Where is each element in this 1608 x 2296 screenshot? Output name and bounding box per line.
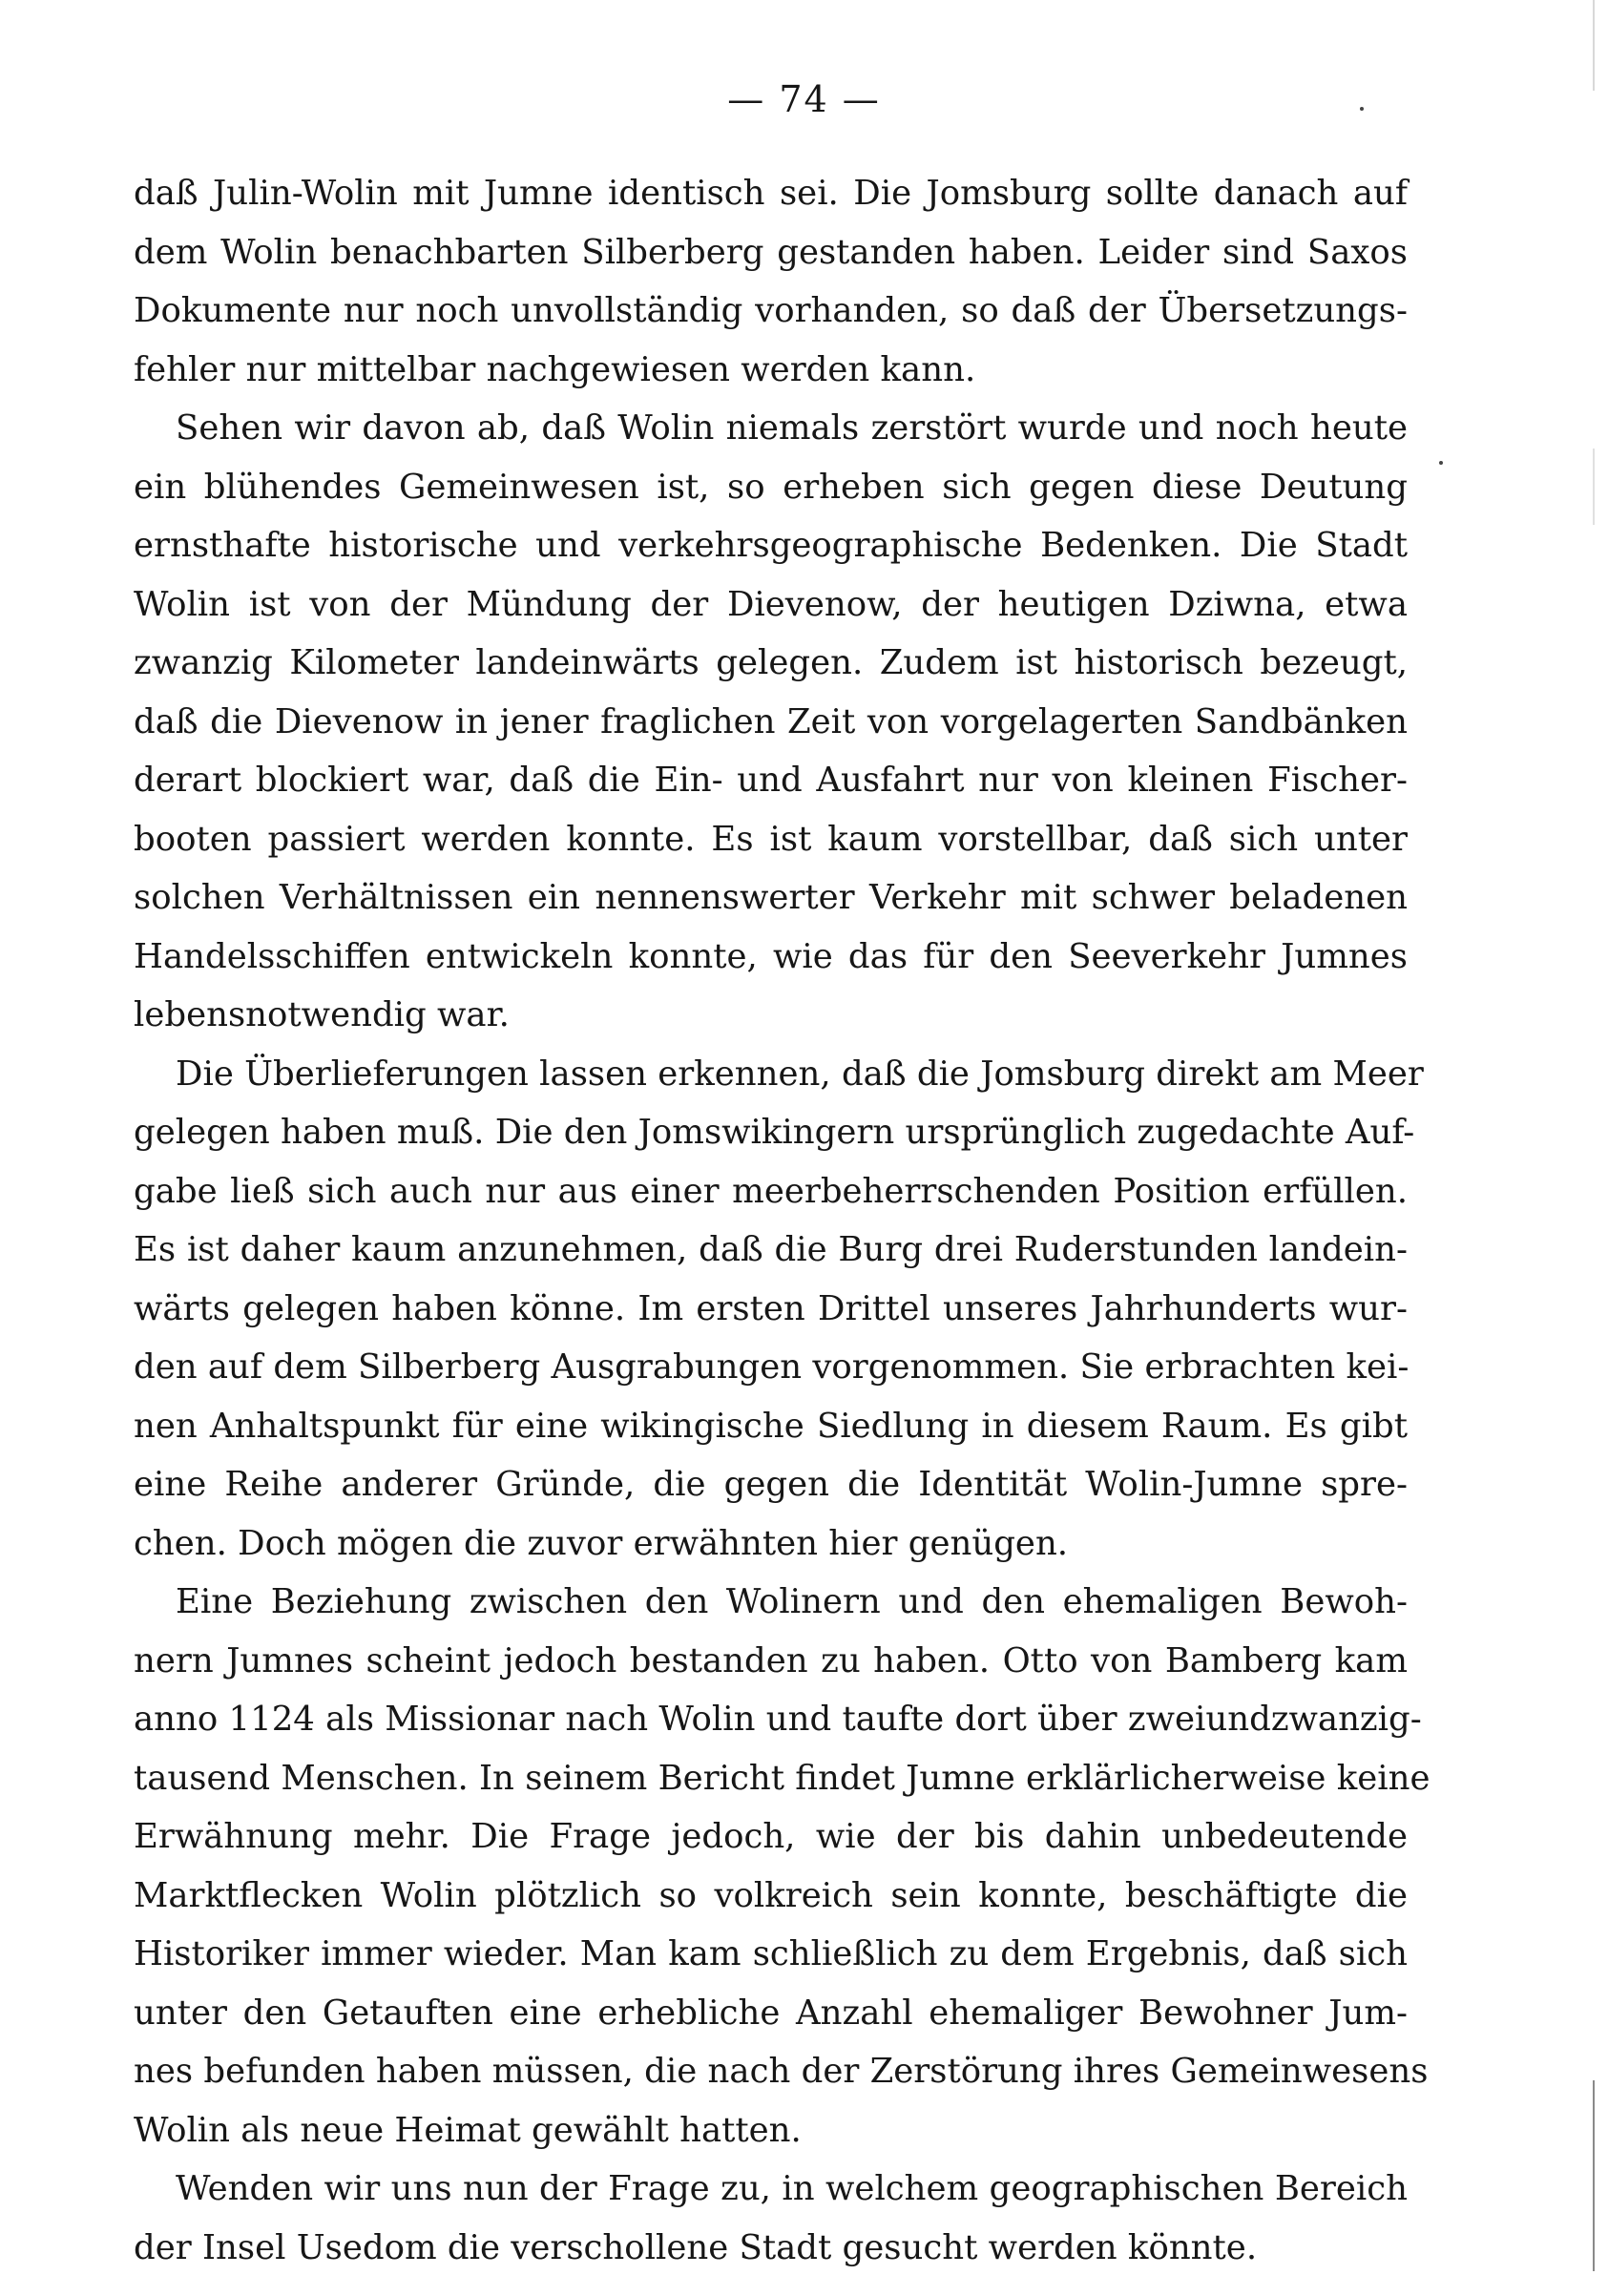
text-line: daß Julin-Wolin mit Jumne identisch sei. Die Jomsburg sollte danach auf (134, 174, 1408, 213)
page-number: — 74 — (727, 78, 881, 120)
scan-speck (1360, 107, 1364, 111)
paragraph (134, 399, 1408, 1045)
text-line: tausend Menschen. In seinem Bericht findet Jumne erklärlicherweise keine (134, 1758, 1430, 1798)
text-line: Wolin als neue Heimat gewählt hatten. (134, 2110, 802, 2150)
paragraph (134, 1573, 1430, 2160)
text-line: Es ist daher kaum anzunehmen, daß die Burg drei Ruderstunden landein- (134, 1230, 1408, 1269)
scan-speck (1439, 461, 1443, 465)
text-line: anno 1124 als Missionar nach Wolin und taufte dort über zweiundzwanzig- (134, 1700, 1422, 1739)
text-line: Die Überlieferungen lassen erkennen, daß die Jomsburg direkt am Meer (176, 1054, 1424, 1094)
text-line: zwanzig Kilometer landeinwärts gelegen. Zudem ist historisch bezeugt, (134, 643, 1408, 682)
text-line: unter den Getauften eine erhebliche Anzahl ehemaliger Bewohner Jum- (134, 1993, 1408, 2033)
text-line: eine Reihe anderer Gründe, die gegen die Identität Wolin-Jumne spre- (134, 1465, 1408, 1504)
text-line: Wenden wir uns nun der Frage zu, in welchem geographischen Bereich (176, 2169, 1408, 2208)
text-line: Erwähnung mehr. Die Frage jedoch, wie der bis dahin unbedeutende (134, 1817, 1408, 1856)
text-line: gabe ließ sich auch nur aus einer meerbeherrschenden Position erfüllen. (134, 1171, 1408, 1211)
text-line: booten passiert werden konnte. Es ist kaum vorstellbar, daß sich unter (134, 819, 1408, 859)
text-line: daß die Dievenow in jener fraglichen Zeit von vorgelagerten Sandbänken (134, 701, 1408, 741)
text-line: fehler nur mittelbar nachgewiesen werden kann. (134, 349, 976, 389)
text-line: ernsthafte historische und verkehrsgeographische Bedenken. Die Stadt (134, 526, 1408, 565)
paragraph (134, 164, 1408, 399)
scan-edge-mark (1593, 2080, 1595, 2271)
text-line: chen. Doch mögen die zuvor erwähnten hier genügen. (134, 1523, 1069, 1563)
scan-edge-mark (1593, 0, 1595, 91)
text-line: lebensnotwendig war. (134, 995, 510, 1034)
text-line: der Insel Usedom die verschollene Stadt gesucht werden könnte. (134, 2227, 1258, 2267)
text-line: Handelsschiffen entwickeln konnte, wie das für den Seeverkehr Jumnes (134, 936, 1408, 976)
text-line: nes befunden haben müssen, die nach der Zerstörung ihres Gemeinwesens (134, 2052, 1429, 2091)
scan-edge-mark (1593, 449, 1595, 525)
text-line: Marktflecken Wolin plötzlich so volkreich sein konnte, beschäftigte die (134, 1875, 1408, 1915)
text-line: Wolin ist von der Mündung der Dievenow, der heutigen Dziwna, etwa (134, 584, 1408, 624)
text-line: solchen Verhältnissen ein nennenswerter Verkehr mit schwer beladenen (134, 878, 1408, 917)
text-line: Historiker immer wieder. Man kam schließlich zu dem Ergebnis, daß sich (134, 1934, 1408, 1973)
text-line: den auf dem Silberberg Ausgrabungen vorgenommen. Sie erbrachten kei- (134, 1347, 1410, 1387)
text-line: Eine Beziehung zwischen den Wolinern und den ehemaligen Bewoh- (176, 1582, 1408, 1621)
text-line: dem Wolin benachbarten Silberberg gestanden haben. Leider sind Saxos (134, 232, 1408, 272)
paragraph (134, 1045, 1424, 1574)
text-line: derart blockiert war, daß die Ein- und Ausfahrt nur von kleinen Fischer- (134, 761, 1408, 800)
text-line: nen Anhaltspunkt für eine wikingische Siedlung in diesem Raum. Es gibt (134, 1406, 1408, 1446)
paragraph (134, 2160, 1408, 2277)
text-line: Dokumente nur noch unvollständig vorhanden, so daß der Übersetzungs- (134, 291, 1408, 330)
text-line: Sehen wir davon ab, daß Wolin niemals zerstört wurde und noch heute (176, 408, 1408, 448)
text-line: ein blühendes Gemeinwesen ist, so erheben sich gegen diese Deutung (134, 467, 1408, 507)
text-line: gelegen haben muß. Die den Jomswikingern ursprünglich zugedachte Auf- (134, 1113, 1415, 1152)
text-line: wärts gelegen haben könne. Im ersten Drittel unseres Jahrhunderts wur- (134, 1288, 1408, 1328)
text-line: nern Jumnes scheint jedoch bestanden zu haben. Otto von Bamberg kam (134, 1640, 1408, 1680)
body-text (134, 164, 1430, 2277)
